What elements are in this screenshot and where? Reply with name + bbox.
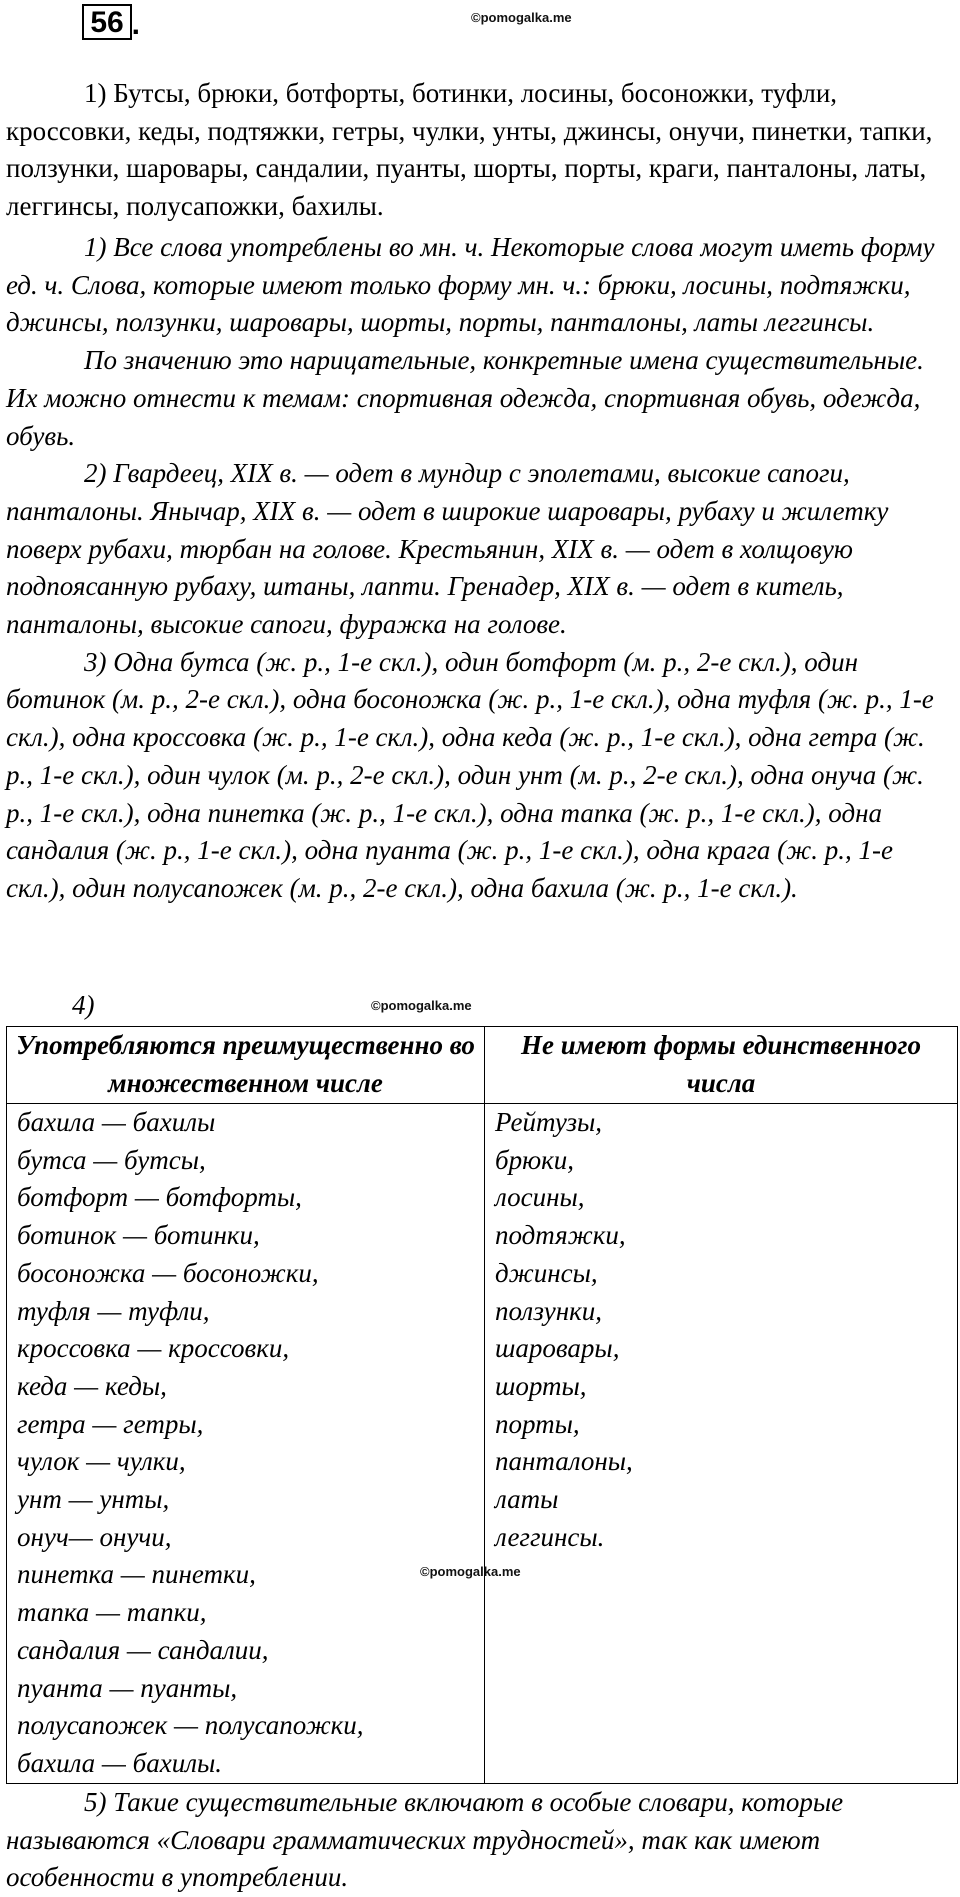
paragraph-6-block bbox=[6, 1784, 956, 1897]
list-item: босоножка — босоножки, bbox=[17, 1257, 319, 1288]
paragraph-2-block bbox=[6, 229, 956, 908]
answer-table bbox=[6, 1026, 958, 1784]
table-cell-left bbox=[7, 1104, 485, 1784]
list-item: панталоны, bbox=[495, 1446, 633, 1477]
list-item: унт — унты, bbox=[17, 1484, 170, 1515]
list-item: латы bbox=[495, 1484, 559, 1515]
list-item: онуч— онучи, bbox=[17, 1521, 172, 1552]
list-item: бахила — бахилы bbox=[17, 1107, 216, 1137]
list-item: брюки, bbox=[495, 1144, 574, 1175]
watermark-table: ©pomogalka.me bbox=[420, 1564, 521, 1579]
point-4-label: 4) bbox=[72, 990, 95, 1020]
list-item: шаровары, bbox=[495, 1333, 620, 1364]
paragraph-3: По значению это нарицательные, конкретные имена существительные. Их можно отнести к темам: спортивная одежда, спортивная обувь, одежда, обувь. bbox=[6, 345, 924, 451]
left-word-list bbox=[17, 1104, 474, 1783]
list-item: подтяжки, bbox=[495, 1220, 626, 1251]
list-item: лосины, bbox=[495, 1182, 585, 1213]
task-number-dot: . bbox=[131, 8, 140, 41]
list-item: леггинсы. bbox=[495, 1521, 605, 1552]
list-item: ботинок — ботинки, bbox=[17, 1220, 260, 1251]
list-item: порты, bbox=[495, 1408, 580, 1439]
watermark-middle: ©pomogalka.me bbox=[371, 998, 472, 1013]
list-item: джинсы, bbox=[495, 1257, 598, 1288]
list-item: туфля — туфли, bbox=[17, 1295, 210, 1326]
list-item: ботфорт — ботфорты, bbox=[17, 1182, 302, 1213]
list-item: бахила — бахилы. bbox=[17, 1747, 223, 1778]
list-item: полусапожек — полусапожки, bbox=[17, 1710, 364, 1741]
list-item: пуанта — пуанты, bbox=[17, 1672, 238, 1703]
paragraph-1: 1) Бутсы, брюки, ботфорты, ботинки, лосины, босоножки, туфли, кроссовки, кеды, подтяжки, гетры, чулки, унты, джинсы, онучи, пинетки, тапки, ползунки, шаровары, сандалии, пуанты, шорты, порты, краги, панталоны, латы, леггинсы, полусапожки, бахилы. bbox=[6, 78, 933, 222]
paragraph-5: 3) Одна бутса (ж. р., 1-е скл.), один ботфорт (м. р., 2-е скл.), один ботинок (м. р., 2-е скл.), одна босоножка (ж. р., 1-е скл.), одна туфля (ж. р., 1-е скл.), одна кроссовка (ж. р., 1-е скл.), одна кеда (ж. р., 1-е скл.), одна гетра (ж. р., 1-е скл.), один чулок (м. р., 2-е скл.), один унт (м. р., 2-е скл.), одна онуча (ж. р., 1-е скл.), одна пинетка (ж. р., 1-е скл.), одна тапка (ж. р., 1-е скл.), одна сандалия (ж. р., 1-е скл.), одна пуанта (ж. р., 1-е скл.), одна крага (ж. р., 1-е скл.), один полусапожек (м. р., 2-е скл.), одна бахила (ж. р., 1-е скл.). bbox=[6, 646, 934, 903]
list-item: бутса — бутсы, bbox=[17, 1144, 206, 1175]
list-item: Рейтузы, bbox=[495, 1107, 603, 1137]
list-item: гетра — гетры, bbox=[17, 1408, 204, 1439]
list-item: пинетка — пинетки, bbox=[17, 1559, 256, 1590]
list-item: ползунки, bbox=[495, 1295, 603, 1326]
task-number-box bbox=[82, 4, 140, 41]
paragraph-1-block bbox=[6, 75, 956, 226]
list-item: чулок — чулки, bbox=[17, 1446, 186, 1477]
list-item: сандалия — сандалии, bbox=[17, 1634, 269, 1665]
list-item: кроссовка — кроссовки, bbox=[17, 1333, 290, 1364]
list-item: кеда — кеды, bbox=[17, 1370, 167, 1401]
task-number: 56 bbox=[90, 6, 124, 39]
paragraph-4: 2) Гвардеец, XIX в. — одет в мундир с эполетами, высокие сапоги, панталоны. Янычар, XIX в. — одет в широкие шаровары, рубаху и жилетку поверх рубахи, тюрбан на голове. Крестьянин, XIX в. — одет в холщовую подпоясанную рубаху, штаны, лапти. Гренадер, XIX в. — одет в китель, панталоны, высокие сапоги, фуражка на голове. bbox=[6, 458, 889, 640]
table-header-right: Не имеют формы единственного числа bbox=[485, 1027, 958, 1104]
paragraph-6: 5) Такие существительные включают в особые словари, которые называются «Словари грамматических трудностей», так как имеют особенности в употреблении. bbox=[6, 1787, 844, 1893]
table-header-left: Употребляются преимущественно во множественном числе bbox=[7, 1027, 485, 1104]
table-header-row bbox=[7, 1027, 958, 1104]
list-item: шорты, bbox=[495, 1370, 587, 1401]
paragraph-2: 1) Все слова употреблены во мн. ч. Некоторые слова могут иметь форму ед. ч. Слова, которые имеют только форму мн. ч.: брюки, лосины, подтяжки, джинсы, ползунки, шаровары, шорты, порты, панталоны, латы леггинсы. bbox=[6, 232, 935, 338]
table-cell-right bbox=[485, 1104, 958, 1784]
watermark-top: ©pomogalka.me bbox=[471, 10, 572, 25]
right-word-list bbox=[495, 1104, 947, 1556]
table-row bbox=[7, 1104, 958, 1784]
list-item: тапка — тапки, bbox=[17, 1597, 207, 1628]
